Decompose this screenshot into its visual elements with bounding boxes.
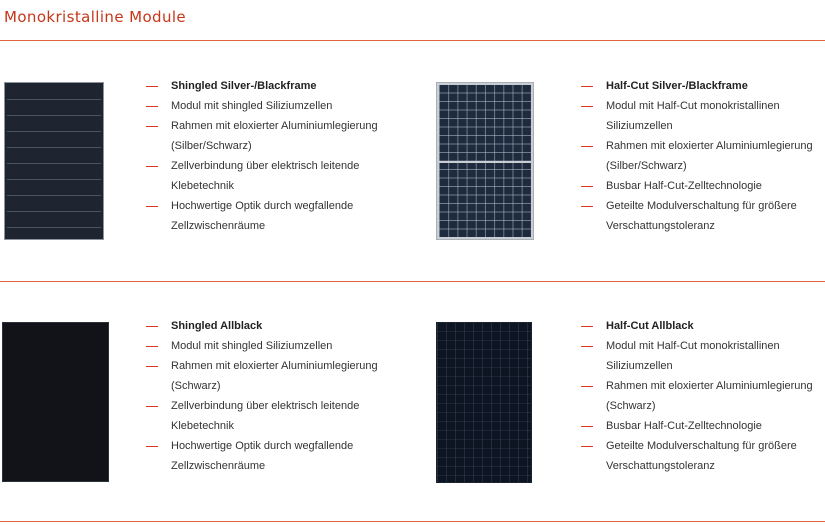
feature-item-continuation: (Schwarz) bbox=[606, 400, 656, 412]
module-image-shingled-silver-blackframe bbox=[4, 82, 104, 240]
feature-item: Busbar Half-Cut-Zelltechnologie bbox=[581, 176, 825, 196]
dash-bullet bbox=[146, 166, 158, 167]
feature-item: Busbar Half-Cut-Zelltechnologie bbox=[581, 416, 825, 436]
feature-item: Modul mit shingled Siliziumzellen bbox=[146, 336, 396, 356]
feature-item: Hochwertige Optik durch wegfallende bbox=[146, 196, 396, 216]
module-title: Half-Cut Allblack bbox=[581, 316, 825, 336]
feature-item: Rahmen mit eloxierter Aluminiumlegierung bbox=[581, 136, 825, 156]
feature-item-continuation: Verschattungstoleranz bbox=[606, 220, 715, 232]
dash-bullet bbox=[146, 366, 158, 367]
feature-item: Modul mit Half-Cut monokristallinen bbox=[581, 96, 825, 116]
module-title: Shingled Silver-/Blackframe bbox=[146, 76, 396, 96]
dash-bullet bbox=[581, 346, 593, 347]
dash-bullet bbox=[146, 86, 158, 87]
page-title: Monokristalline Module bbox=[4, 8, 187, 26]
feature-item: Rahmen mit eloxierter Aluminiumlegierung bbox=[581, 376, 825, 396]
dash-bullet bbox=[581, 146, 593, 147]
module-feature-list bbox=[581, 316, 825, 476]
feature-item-continuation: (Silber/Schwarz) bbox=[171, 140, 252, 152]
divider-middle bbox=[0, 281, 825, 282]
feature-item-continuation: Siliziumzellen bbox=[606, 120, 673, 132]
dash-bullet bbox=[146, 446, 158, 447]
dash-bullet bbox=[146, 126, 158, 127]
module-feature-list bbox=[146, 316, 396, 476]
module-feature-list bbox=[581, 76, 825, 236]
feature-item: Modul mit Half-Cut monokristallinen bbox=[581, 336, 825, 356]
feature-item: Geteilte Modulverschaltung für größere bbox=[581, 436, 825, 456]
dash-bullet bbox=[146, 406, 158, 407]
feature-item-continuation: Klebetechnik bbox=[171, 420, 234, 432]
module-image-half-cut-allblack bbox=[436, 322, 532, 483]
module-title: Shingled Allblack bbox=[146, 316, 396, 336]
feature-item: Modul mit shingled Siliziumzellen bbox=[146, 96, 396, 116]
dash-bullet bbox=[581, 426, 593, 427]
feature-item-continuation: Verschattungstoleranz bbox=[606, 460, 715, 472]
dash-bullet bbox=[581, 446, 593, 447]
dash-bullet bbox=[146, 106, 158, 107]
dash-bullet bbox=[146, 326, 158, 327]
dash-bullet bbox=[581, 386, 593, 387]
feature-item-continuation: Zellzwischenräume bbox=[171, 220, 266, 232]
feature-item-continuation: (Schwarz) bbox=[171, 380, 221, 392]
dash-bullet bbox=[146, 206, 158, 207]
module-feature-list bbox=[146, 76, 396, 236]
dash-bullet bbox=[581, 326, 593, 327]
feature-item: Geteilte Modulverschaltung für größere bbox=[581, 196, 825, 216]
feature-item: Hochwertige Optik durch wegfallende bbox=[146, 436, 396, 456]
divider-top bbox=[0, 40, 825, 41]
module-image-half-cut-silver-blackframe bbox=[436, 82, 534, 240]
feature-item-continuation: Siliziumzellen bbox=[606, 360, 673, 372]
feature-item: Rahmen mit eloxierter Aluminiumlegierung bbox=[146, 116, 396, 136]
divider-bottom bbox=[0, 521, 825, 522]
dash-bullet bbox=[581, 186, 593, 187]
dash-bullet bbox=[581, 86, 593, 87]
dash-bullet bbox=[581, 206, 593, 207]
feature-item-continuation: Zellzwischenräume bbox=[171, 460, 266, 472]
feature-item: Zellverbindung über elektrisch leitende bbox=[146, 396, 396, 416]
feature-item-continuation: Klebetechnik bbox=[171, 180, 234, 192]
feature-item: Zellverbindung über elektrisch leitende bbox=[146, 156, 396, 176]
feature-item-continuation: (Silber/Schwarz) bbox=[606, 160, 687, 172]
dash-bullet bbox=[146, 346, 158, 347]
module-image-shingled-allblack bbox=[2, 322, 109, 482]
feature-item: Rahmen mit eloxierter Aluminiumlegierung bbox=[146, 356, 396, 376]
dash-bullet bbox=[581, 106, 593, 107]
module-title: Half-Cut Silver-/Blackframe bbox=[581, 76, 825, 96]
